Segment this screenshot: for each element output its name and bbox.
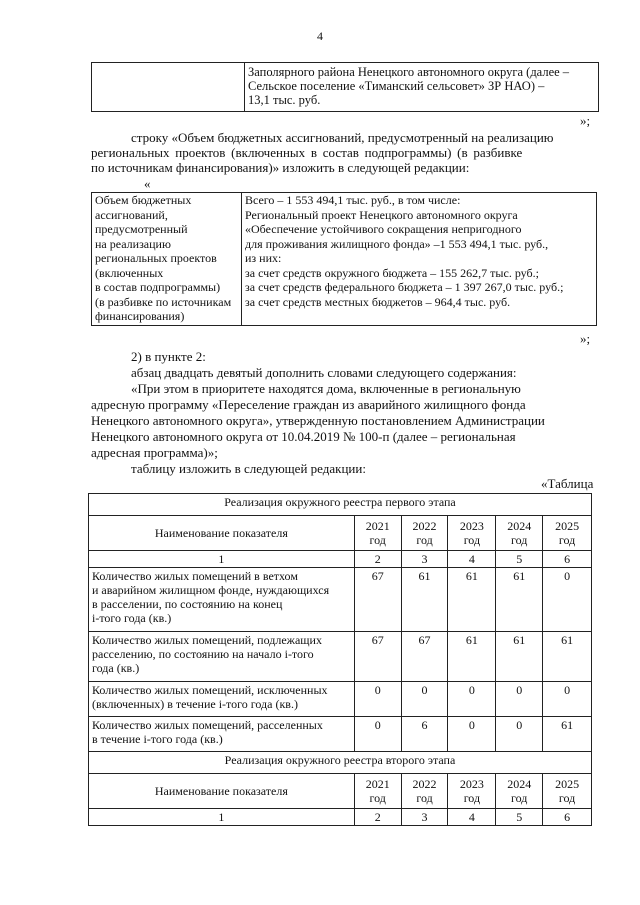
indicator-value: 67	[354, 632, 401, 682]
finance-right-6: за счет средств окружного бюджета – 155 262,7 тыс. руб.;	[245, 265, 539, 280]
indicator-name-line: i-того года (кв.)	[92, 611, 172, 625]
year-unit: год	[463, 533, 481, 547]
col-number: 3	[401, 809, 448, 826]
col-number: 5	[496, 809, 543, 826]
year-value: 2023	[459, 777, 484, 791]
finance-left-5: региональных проектов	[95, 251, 217, 265]
col-number: 2	[354, 551, 401, 568]
page-number: 4	[317, 29, 323, 43]
year-header-2023	[448, 516, 496, 551]
indicator-name-line: года (кв.)	[92, 661, 140, 675]
open-quote: «	[144, 176, 151, 191]
table-row	[89, 632, 592, 682]
quote-line-4: Ненецкого автономного округа от 10.04.2019 № 100-п (далее – региональная	[91, 429, 516, 444]
col-number: 2	[354, 809, 401, 826]
finance-left-8: (в разбивке по источникам	[95, 294, 232, 309]
finance-right-1: Всего – 1 553 494,1 тыс. руб., в том числе:	[245, 193, 461, 207]
finance-table	[91, 192, 597, 326]
close-quote-1: »;	[580, 113, 591, 128]
col-number: 1	[89, 809, 355, 826]
col-number: 4	[448, 551, 496, 568]
top-table-right-cell	[245, 63, 599, 112]
col-number: 6	[543, 809, 592, 826]
top-table-left-cell	[92, 63, 245, 112]
finance-left-3: предусмотренный	[95, 222, 188, 236]
indicator-value: 67	[401, 632, 448, 682]
col-number: 6	[543, 551, 592, 568]
quote-line-1: «При этом в приоритете находятся дома, включенные в региональную	[131, 381, 521, 396]
indicators-table	[88, 493, 592, 826]
year-header-2024	[496, 516, 543, 551]
indicator-name	[89, 682, 355, 717]
year-header-2021	[354, 774, 401, 809]
indicator-name-line: в течение i-того года (кв.)	[92, 732, 223, 746]
indicator-value: 0	[496, 682, 543, 717]
year-value: 2021	[365, 519, 390, 533]
year-unit: год	[511, 791, 528, 805]
indicator-name-line: Количество жилых помещений в ветхом	[92, 569, 298, 583]
indicator-value: 61	[448, 632, 496, 682]
finance-left-7: в состав подпрограммы)	[95, 280, 221, 294]
stage2-title: Реализация окружного реестра второго этапа	[89, 752, 592, 774]
year-unit: год	[369, 533, 386, 547]
indicator-name-line: в расселении, по состоянию на конец	[92, 597, 283, 611]
table-row	[89, 717, 592, 752]
top-table-fragment	[91, 62, 599, 112]
indicator-name	[89, 632, 355, 682]
top-line-3: 13,1 тыс. руб.	[248, 93, 321, 107]
indicator-name-line: Количество жилых помещений, подлежащих	[92, 633, 322, 647]
year-unit: год	[558, 533, 576, 547]
indicator-name-line: расселению, по состоянию на начало i-того	[92, 647, 314, 661]
indicator-name-line: Количество жилых помещений, исключенных	[92, 683, 328, 697]
year-header-2023	[448, 774, 496, 809]
table-row	[89, 568, 592, 632]
col-number: 3	[401, 551, 448, 568]
indicator-value: 0	[543, 568, 592, 632]
indicator-value: 0	[448, 717, 496, 752]
finance-left-9: финансирования)	[95, 309, 185, 323]
indicator-value: 0	[543, 682, 592, 717]
year-value: 2022	[412, 519, 437, 533]
table-label: «Таблица	[541, 476, 594, 491]
para1-line-1: строку «Объем бюджетных ассигнований, предусмотренный на реализацию	[131, 130, 554, 145]
finance-left-6: (включенных	[95, 265, 164, 280]
para1-line-3: по источникам финансирования)» изложить в следующей редакции:	[91, 160, 470, 175]
finance-right-7: за счет средств федерального бюджета – 1 397 267,0 тыс. руб.;	[245, 280, 564, 294]
year-unit: год	[416, 533, 433, 547]
indicator-value: 61	[496, 632, 543, 682]
year-value: 2025	[555, 777, 580, 791]
year-header-2022	[401, 516, 448, 551]
finance-label-cell	[92, 193, 242, 326]
stage1-title: Реализация окружного реестра первого этапа	[89, 494, 592, 516]
indicator-name	[89, 568, 355, 632]
indicator-name	[89, 717, 355, 752]
year-value: 2023	[459, 519, 484, 533]
year-value: 2021	[365, 777, 390, 791]
top-line-2: Сельское поселение «Тиманский сельсовет» ЗР НАО) –	[248, 79, 545, 93]
finance-right-5: из них:	[245, 251, 282, 265]
indicator-value: 67	[354, 568, 401, 632]
finance-left-4: на реализацию	[95, 236, 171, 251]
indicator-value: 0	[496, 717, 543, 752]
year-unit: год	[511, 533, 528, 547]
year-value: 2024	[507, 519, 532, 533]
indicator-name-line: Количество жилых помещений, расселенных	[92, 718, 323, 732]
finance-right-4: для проживания жилищного фонда» –1 553 494,1 тыс. руб.,	[245, 236, 549, 251]
indicator-value: 0	[448, 682, 496, 717]
quote-line-5: адресная программа)»;	[91, 445, 218, 460]
table-row	[89, 682, 592, 717]
indicator-value: 0	[401, 682, 448, 717]
col-number: 4	[448, 809, 496, 826]
indicator-value: 61	[448, 568, 496, 632]
year-header-2025	[543, 516, 592, 551]
year-header-2022	[401, 774, 448, 809]
year-header-2024	[496, 774, 543, 809]
para1-line-2: региональных проектов (включенных в состав подпрограммы) (в разбивке	[91, 145, 523, 160]
table-intro: таблицу изложить в следующей редакции:	[131, 461, 366, 476]
indicator-value: 61	[543, 632, 592, 682]
indicator-value: 6	[401, 717, 448, 752]
indicator-value: 61	[401, 568, 448, 632]
year-value: 2025	[555, 519, 580, 533]
indicator-name-line: (включенных) в течение i-того года (кв.)	[92, 697, 298, 711]
year-unit: год	[369, 791, 386, 805]
indicator-value: 61	[496, 568, 543, 632]
year-unit: год	[463, 791, 481, 805]
year-value: 2024	[507, 777, 532, 791]
finance-right-8: за счет средств местных бюджетов – 964,4 тыс. руб.	[245, 294, 511, 309]
year-value: 2022	[412, 777, 437, 791]
close-quote-2: »;	[580, 331, 591, 346]
year-header-2025	[543, 774, 592, 809]
finance-value-cell	[242, 193, 597, 326]
finance-right-3: «Обеспечение устойчивого сокращения непригодного	[245, 222, 522, 236]
item-2: 2) в пункте 2:	[131, 349, 206, 364]
quote-line-3: Ненецкого автономного округа», утвержденную постановлением Администрации	[91, 413, 545, 428]
indicator-value: 61	[543, 717, 592, 752]
name-header: Наименование показателя	[89, 774, 355, 809]
year-unit: год	[416, 791, 433, 805]
indicator-value: 0	[354, 717, 401, 752]
top-line-1: Заполярного района Ненецкого автономного округа (далее –	[248, 65, 570, 79]
col-number: 1	[89, 551, 355, 568]
indicator-name-line: и аварийном жилищном фонде, нуждающихся	[92, 583, 330, 597]
abzac-line: абзац двадцать девятый дополнить словами следующего содержания:	[131, 365, 517, 380]
quote-line-2: адресную программу «Переселение граждан из аварийного жилищного фонда	[91, 397, 526, 412]
year-unit: год	[558, 791, 576, 805]
year-header-2021	[354, 516, 401, 551]
finance-left-2: ассигнований,	[95, 207, 168, 222]
finance-right-2: Региональный проект Ненецкого автономного округа	[245, 207, 518, 222]
col-number: 5	[496, 551, 543, 568]
name-header: Наименование показателя	[89, 516, 355, 551]
finance-left-1: Объем бюджетных	[95, 193, 192, 207]
indicator-value: 0	[354, 682, 401, 717]
